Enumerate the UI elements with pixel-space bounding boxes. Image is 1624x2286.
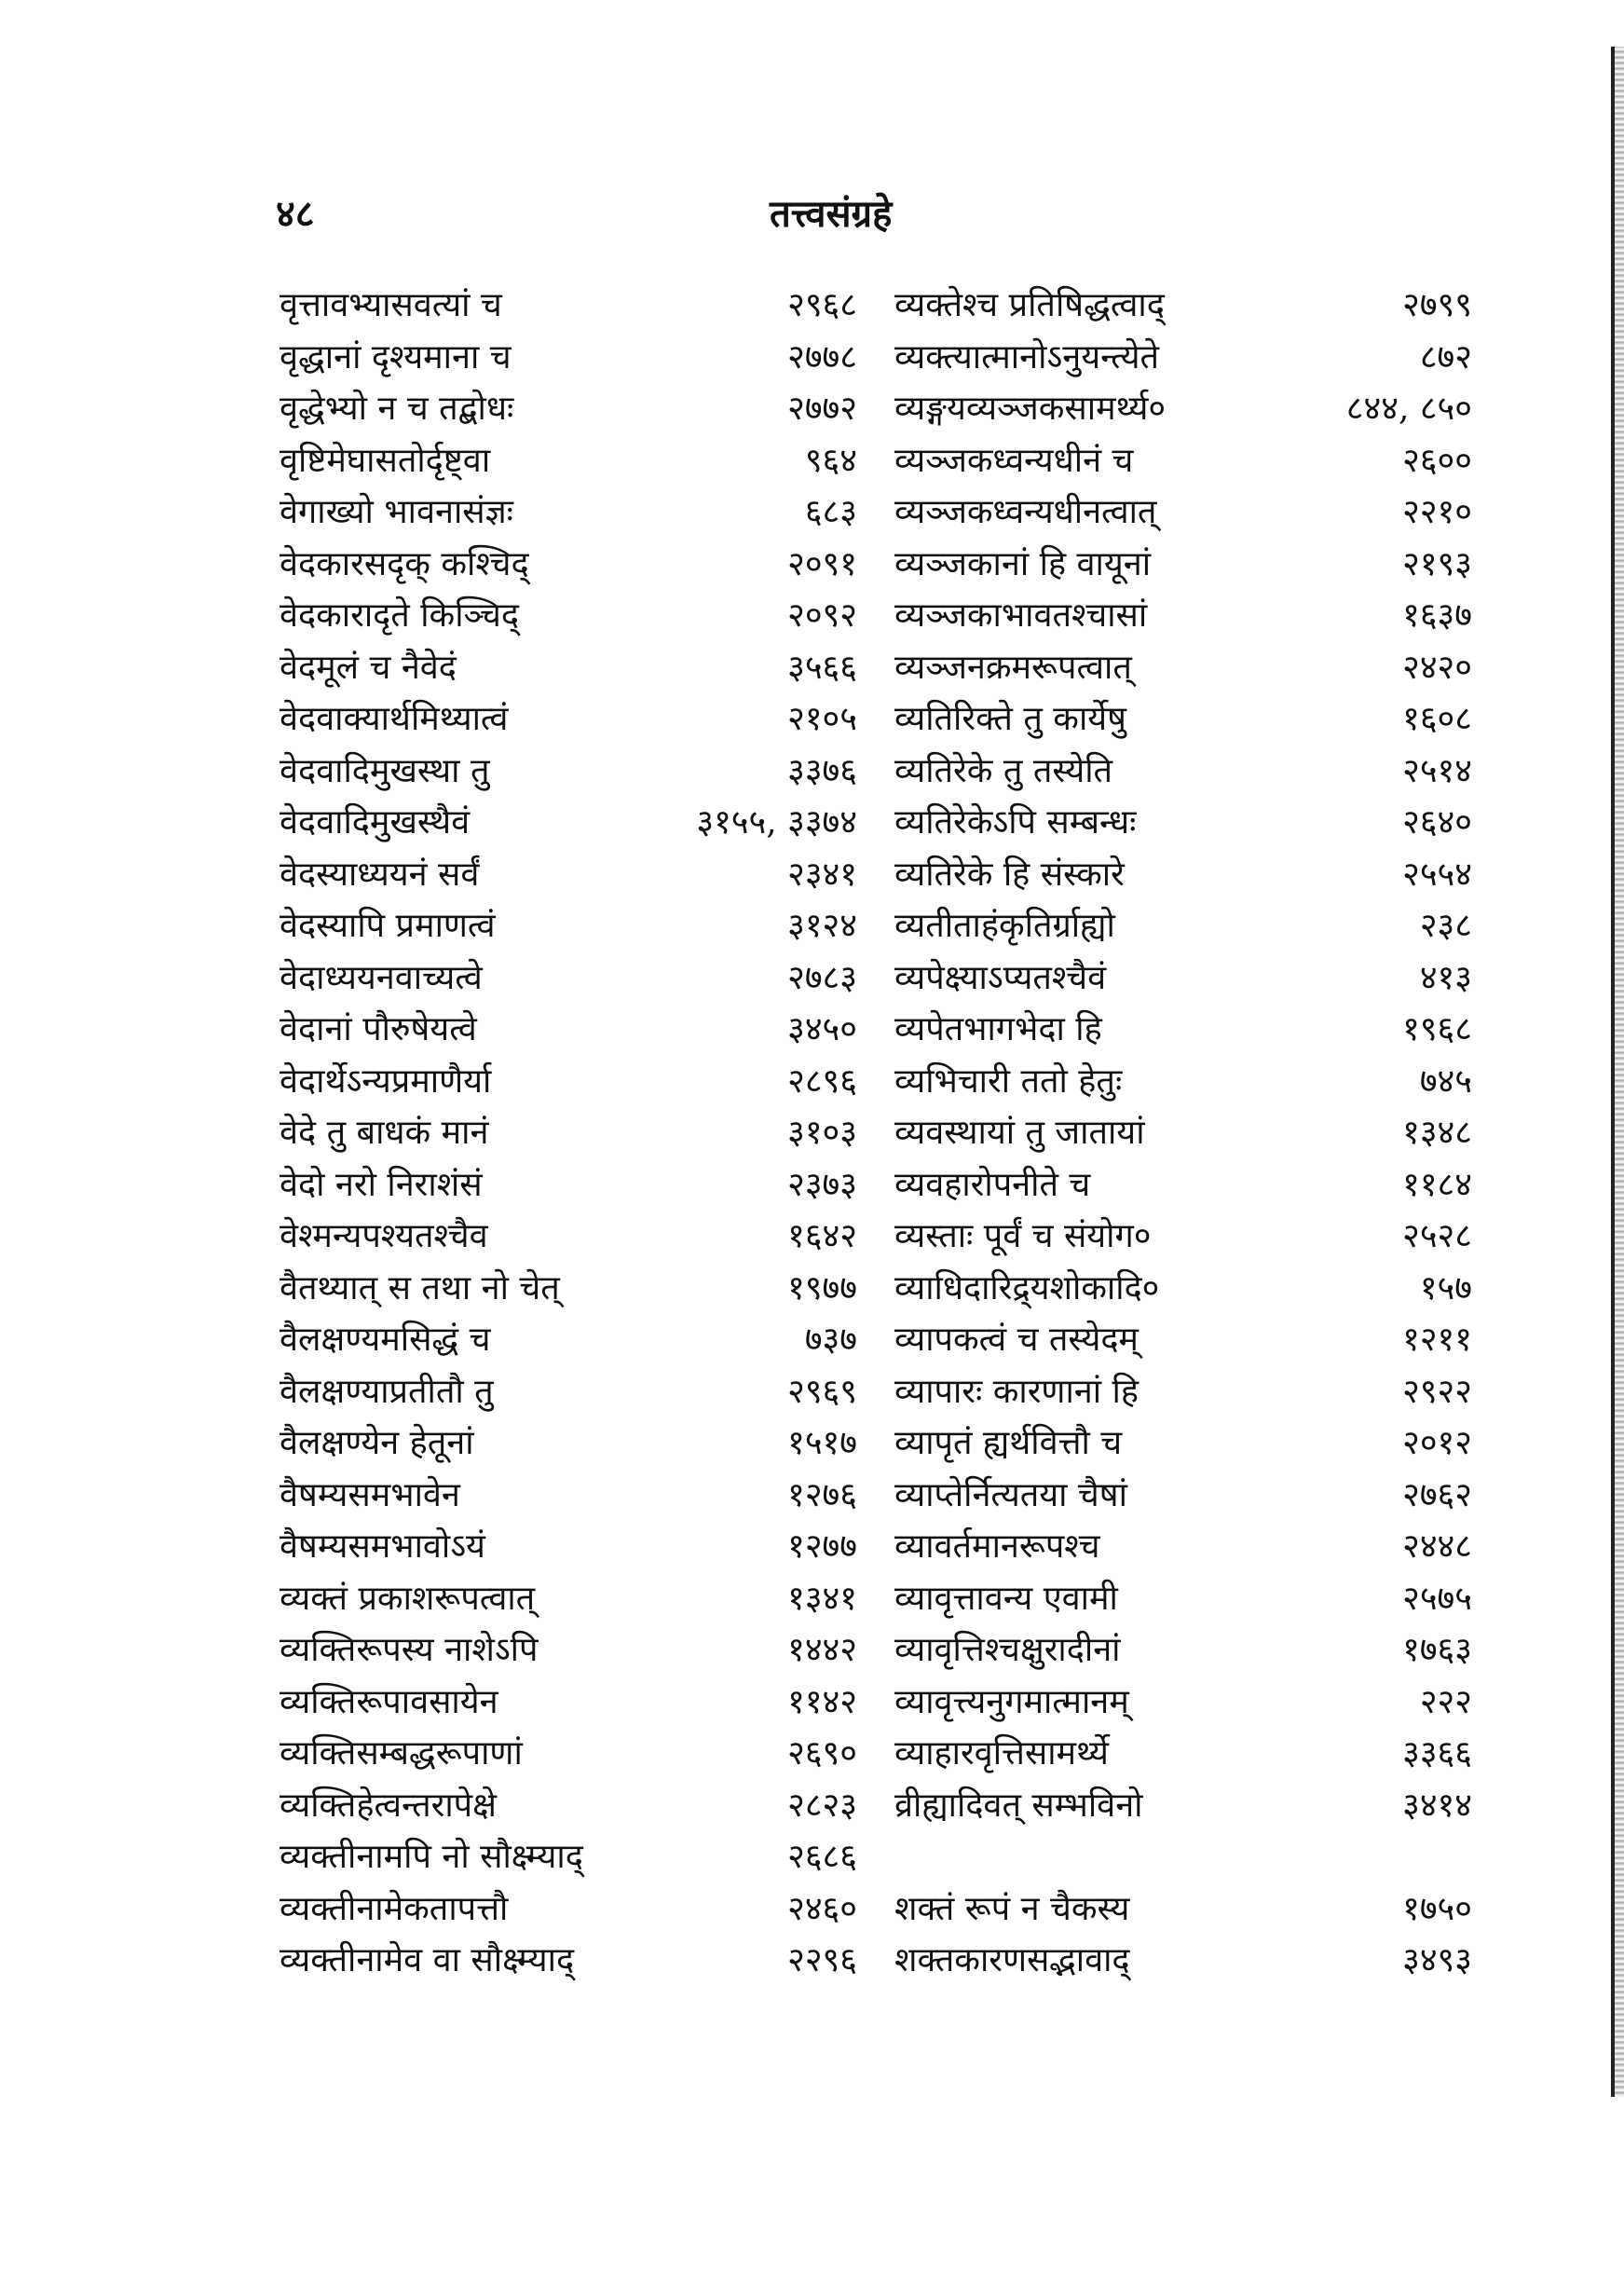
entry-verse-number: ३४९३ bbox=[1402, 1941, 1472, 1979]
entry-verse-number: २२२ bbox=[1419, 1682, 1472, 1721]
index-entry bbox=[280, 797, 857, 849]
entry-verse: व्यतीताहंकृतिर्ग्राह्यो bbox=[894, 907, 1115, 945]
entry-verse-number: १५१७ bbox=[787, 1424, 857, 1462]
page-edge bbox=[1611, 47, 1624, 2097]
entry-verse: वेदवादिमुखस्था तु bbox=[280, 751, 490, 790]
index-entry bbox=[280, 1883, 857, 1936]
entry-verse-number: २२१० bbox=[1402, 493, 1472, 531]
entry-verse: व्यक्तिहेत्वन्तरापेक्षे bbox=[280, 1786, 497, 1825]
entry-verse: व्यक्तं प्रकाशरूपत्वात् bbox=[280, 1579, 536, 1618]
entry-verse-number: २३८ bbox=[1419, 907, 1472, 945]
entry-verse-number: १२११ bbox=[1402, 1321, 1472, 1359]
index-entry bbox=[894, 1521, 1472, 1573]
index-entry bbox=[280, 1521, 857, 1573]
index-entry bbox=[280, 435, 857, 487]
entry-verse-number: १५७ bbox=[1419, 1268, 1472, 1307]
entry-verse-number: २६९० bbox=[787, 1734, 857, 1773]
entry-verse: व्यावृत्त्यनुगमात्मानम् bbox=[894, 1682, 1129, 1721]
entry-verse-number: २३४१ bbox=[787, 855, 857, 894]
index-entry bbox=[894, 539, 1472, 591]
index-entry bbox=[280, 486, 857, 539]
entry-verse: व्यावर्तमानरूपश्च bbox=[894, 1527, 1100, 1566]
entry-verse: वेदस्यापि प्रमाणत्वं bbox=[280, 907, 496, 945]
entry-verse-number: ४१३ bbox=[1419, 958, 1472, 997]
entry-verse: वेदवाक्यार्थमिथ्यात्वं bbox=[280, 700, 509, 738]
entry-verse-number: २६८६ bbox=[787, 1838, 857, 1876]
index-entry bbox=[894, 1314, 1472, 1366]
entry-verse-number: ३१२४ bbox=[787, 907, 857, 945]
index-entry bbox=[280, 1831, 857, 1883]
page-header bbox=[276, 186, 1487, 242]
entry-verse-number: २७७८ bbox=[787, 337, 857, 376]
entry-verse: व्यक्त्यात्मानोऽनुयन्त्येते bbox=[894, 337, 1160, 376]
index-entry bbox=[894, 590, 1472, 642]
entry-verse-number: २९६८ bbox=[787, 286, 857, 324]
index-entry bbox=[894, 1004, 1472, 1056]
entry-verse-number: ११४२ bbox=[787, 1682, 857, 1721]
entry-verse: व्यक्तिरूपावसायेन bbox=[280, 1682, 498, 1721]
entry-verse-number: २४४८ bbox=[1402, 1527, 1472, 1566]
entry-verse-number: १२७६ bbox=[787, 1475, 857, 1514]
index-entry bbox=[894, 1728, 1472, 1780]
index-entry bbox=[280, 952, 857, 1005]
entry-verse-number: ८७२ bbox=[1419, 337, 1472, 376]
entry-verse: वेदाध्ययनवाच्यत्वे bbox=[280, 958, 483, 997]
index-entry bbox=[280, 1263, 857, 1315]
entry-verse-number: ३४१४ bbox=[1402, 1786, 1472, 1825]
entry-verse: वैलक्षण्यमसिद्धं च bbox=[280, 1321, 491, 1359]
index-entry bbox=[894, 693, 1472, 746]
entry-verse: वेदकारादृते किञ्चिद् bbox=[280, 596, 520, 635]
index-entry bbox=[894, 1107, 1472, 1159]
index-entry bbox=[894, 1883, 1472, 1936]
entry-verse: वृत्तावभ्यासवत्यां च bbox=[280, 286, 502, 324]
entry-verse-number: २७७२ bbox=[787, 390, 857, 428]
index-entry bbox=[280, 1935, 857, 1987]
entry-verse-number: २२९६ bbox=[787, 1941, 857, 1979]
entry-verse: व्यङ्गयव्यञ्जकसामर्थ्य० bbox=[894, 390, 1167, 428]
entry-verse-number: ८४४, ८५० bbox=[1345, 390, 1472, 428]
entry-verse-number: ११८४ bbox=[1402, 1165, 1472, 1204]
entry-verse: शक्तकारणसद्भावाद् bbox=[894, 1941, 1130, 1979]
entry-verse: वैतथ्यात् स तथा नो चेत् bbox=[280, 1268, 560, 1307]
entry-verse-number: २१०५ bbox=[787, 700, 857, 738]
entry-verse: व्यक्तिरूपस्य नाशेऽपि bbox=[280, 1631, 539, 1669]
entry-verse: वृष्टिमेघासतोर्दृष्ट्वा bbox=[280, 441, 491, 480]
entry-verse: व्यापकत्वं च तस्येदम् bbox=[894, 1321, 1139, 1359]
entry-verse-number: १६३७ bbox=[1402, 596, 1472, 635]
entry-verse: व्यपेक्ष्याऽप्यतश्चैवं bbox=[894, 958, 1107, 997]
entry-verse-number: ३३६६ bbox=[1402, 1734, 1472, 1773]
entry-verse-number: २५१४ bbox=[1402, 751, 1472, 790]
index-column-left bbox=[280, 280, 857, 1987]
entry-verse: व्यतिरेके तु तस्येति bbox=[894, 751, 1113, 790]
index-entry bbox=[280, 1573, 857, 1625]
entry-verse-number: २६०० bbox=[1402, 441, 1472, 480]
entry-verse: व्यापारः कारणानां हि bbox=[894, 1372, 1139, 1411]
entry-verse: वेदे तु बाधकं मानं bbox=[280, 1114, 489, 1152]
entry-verse-number: २७८३ bbox=[787, 958, 857, 997]
index-entry bbox=[280, 383, 857, 435]
entry-verse-number: २६४० bbox=[1402, 803, 1472, 842]
entry-verse: व्यक्तीनामेकतापत्तौ bbox=[280, 1889, 509, 1928]
entry-verse-number: ७३७ bbox=[804, 1321, 857, 1359]
entry-verse-number: ३४५० bbox=[787, 1010, 857, 1048]
entry-verse: व्यक्तीनामेव वा सौक्ष्म्याद् bbox=[280, 1941, 575, 1979]
index-entry bbox=[894, 1935, 1472, 1987]
entry-verse: व्यवस्थायां तु जातायां bbox=[894, 1114, 1145, 1152]
index-entry bbox=[280, 1004, 857, 1056]
entry-verse: व्यभिचारी ततो हेतुः bbox=[894, 1061, 1123, 1101]
entry-verse: वेदो नरो निराशंसं bbox=[280, 1165, 483, 1204]
entry-verse-number: २८९६ bbox=[787, 1061, 857, 1101]
page-number: ४८ bbox=[276, 192, 315, 236]
entry-verse: व्यतिरेके हि संस्कारे bbox=[894, 855, 1125, 894]
index-entry bbox=[894, 1211, 1472, 1263]
index-entry bbox=[894, 1677, 1472, 1729]
index-entry bbox=[894, 900, 1472, 952]
index-entry bbox=[894, 486, 1472, 539]
entry-verse: व्यवहारोपनीते च bbox=[894, 1165, 1091, 1204]
index-entry bbox=[280, 1728, 857, 1780]
entry-verse-number: २५७५ bbox=[1402, 1579, 1472, 1618]
index-entry bbox=[280, 1417, 857, 1470]
entry-verse-number: १४४२ bbox=[787, 1631, 857, 1669]
entry-verse: व्याप्तेर्नित्यतया चैषां bbox=[894, 1475, 1127, 1514]
entry-verse-number: १३४८ bbox=[1402, 1114, 1472, 1152]
entry-verse: वृद्धानां दृश्यमाना च bbox=[280, 337, 512, 376]
entry-verse: वेदवादिमुखस्थैवं bbox=[280, 803, 471, 842]
index-entry bbox=[894, 383, 1472, 435]
index-entry bbox=[280, 1677, 857, 1729]
index-entry bbox=[894, 1831, 1472, 1883]
entry-verse: व्यक्तीनामपि नो सौक्ष्म्याद् bbox=[280, 1838, 583, 1876]
entry-verse: वेदस्याध्ययनं सर्वं bbox=[280, 855, 480, 894]
entry-verse: वैषम्यसमभावोऽयं bbox=[280, 1527, 485, 1566]
index-entry bbox=[280, 1314, 857, 1366]
entry-verse: व्याहारवृत्तिसामर्थ्ये bbox=[894, 1734, 1109, 1773]
index-entry bbox=[280, 280, 857, 332]
entry-verse: व्यक्तेश्च प्रतिषिद्धत्वाद् bbox=[894, 286, 1165, 324]
entry-verse: वेदमूलं च नैवेदं bbox=[280, 648, 457, 687]
index-entry bbox=[894, 280, 1472, 332]
entry-verse: वेदार्थेऽन्यप्रमाणैर्या bbox=[280, 1061, 492, 1101]
entry-verse-number: १७६३ bbox=[1402, 1631, 1472, 1669]
index-entry bbox=[894, 1417, 1472, 1470]
index-entry bbox=[280, 332, 857, 384]
entry-verse-number: २९६९ bbox=[787, 1372, 857, 1411]
entry-verse-number: २९२२ bbox=[1402, 1372, 1472, 1411]
entry-verse-number: ३५६६ bbox=[787, 648, 857, 687]
entry-verse-number: १२७७ bbox=[787, 1527, 857, 1566]
index-entry bbox=[280, 642, 857, 694]
entry-verse-number: २७६२ bbox=[1402, 1475, 1472, 1514]
index-entry bbox=[280, 693, 857, 746]
entry-verse: वेश्मन्यपश्यतश्चैव bbox=[280, 1217, 488, 1255]
entry-verse-number: २०९१ bbox=[787, 544, 857, 583]
index-entry bbox=[894, 332, 1472, 384]
entry-verse: वेदकारसदृक् कश्चिद् bbox=[280, 544, 529, 583]
entry-verse: व्यञ्जकानां हि वायूनां bbox=[894, 544, 1152, 583]
index-entry bbox=[280, 746, 857, 798]
index-entry bbox=[280, 590, 857, 642]
entry-verse: व्यपेतभागभेदा हि bbox=[894, 1010, 1102, 1048]
entry-verse: व्यञ्जकध्वन्यधीनत्वात् bbox=[894, 493, 1157, 531]
entry-verse: व्यावृत्तावन्य एवामी bbox=[894, 1579, 1118, 1618]
entry-verse-number: १९६८ bbox=[1402, 1010, 1472, 1048]
index-entry bbox=[894, 1366, 1472, 1418]
entry-verse-number: २८२३ bbox=[787, 1786, 857, 1825]
index-entry bbox=[280, 1470, 857, 1522]
entry-verse-number: १९७७ bbox=[787, 1268, 857, 1307]
entry-verse-number: १७५० bbox=[1402, 1889, 1472, 1928]
entry-verse: व्यतिरेकेऽपि सम्बन्धः bbox=[894, 803, 1137, 842]
entry-verse: व्यतिरिक्ते तु कार्येषु bbox=[894, 700, 1126, 738]
entry-verse-number: ३३७६ bbox=[787, 751, 857, 790]
index-entry bbox=[280, 849, 857, 901]
entry-verse: वेगाख्यो भावनासंज्ञः bbox=[280, 493, 513, 531]
index-entry bbox=[280, 1159, 857, 1211]
entry-verse: व्रीह्यादिवत् सम्भविनो bbox=[894, 1786, 1143, 1825]
entry-verse: व्यावृत्तिश्चक्षुरादीनां bbox=[894, 1631, 1121, 1669]
index-entry bbox=[894, 1573, 1472, 1625]
entry-verse-number: २४६० bbox=[787, 1889, 857, 1928]
entry-verse: वैलक्षण्याप्रतीतौ तु bbox=[280, 1372, 494, 1411]
entry-verse-number: १६४२ bbox=[787, 1217, 857, 1255]
index-entry bbox=[894, 642, 1472, 694]
index-entry bbox=[894, 1780, 1472, 1832]
entry-verse: व्याधिदारिद्र्यशोकादि० bbox=[894, 1268, 1160, 1307]
index-entry bbox=[894, 952, 1472, 1005]
index-entry bbox=[280, 1780, 857, 1832]
entry-verse-number: ९६४ bbox=[804, 441, 857, 480]
entry-verse: व्यापृतं ह्यर्थवित्तौ च bbox=[894, 1424, 1123, 1462]
entry-verse: व्यञ्जनक्रमरूपत्वात् bbox=[894, 648, 1132, 687]
entry-verse-number: ३१०३ bbox=[787, 1114, 857, 1152]
entry-verse: वैषम्यसमभावेन bbox=[280, 1475, 460, 1514]
index-entry bbox=[280, 539, 857, 591]
index-entry bbox=[894, 1159, 1472, 1211]
entry-verse-number: २५५४ bbox=[1402, 855, 1472, 894]
entry-verse: वेदानां पौरुषेयत्वे bbox=[280, 1010, 477, 1048]
index-entry bbox=[894, 1056, 1472, 1108]
entry-verse: व्यञ्जकाभावतश्चासां bbox=[894, 596, 1148, 635]
index-column-right bbox=[894, 280, 1472, 1987]
entry-verse-number: २०९२ bbox=[787, 596, 857, 635]
running-title: तत्त्वसंग्रहे bbox=[770, 192, 893, 236]
index-entry bbox=[280, 900, 857, 952]
entry-verse-number: १६०८ bbox=[1402, 700, 1472, 738]
entry-verse-number: २१९३ bbox=[1402, 544, 1472, 583]
entry-verse-number: २७९९ bbox=[1402, 286, 1472, 324]
index-entry bbox=[280, 1107, 857, 1159]
index-entry bbox=[280, 1366, 857, 1418]
index-entry bbox=[280, 1211, 857, 1263]
index-entry bbox=[894, 1263, 1472, 1315]
index-entry bbox=[894, 435, 1472, 487]
entry-verse: शक्तं रूपं न चैकस्य bbox=[894, 1889, 1130, 1928]
entry-verse: वृद्धेभ्यो न च तद्बोधः bbox=[280, 390, 514, 428]
index-entry bbox=[894, 797, 1472, 849]
index-entry bbox=[280, 1056, 857, 1108]
entry-verse-number: २०१२ bbox=[1402, 1424, 1472, 1462]
entry-verse-number: ७४५ bbox=[1419, 1061, 1472, 1101]
entry-verse-number: ३१५५, ३३७४ bbox=[696, 803, 857, 842]
index-entry bbox=[894, 1470, 1472, 1522]
entry-verse: व्यस्ताः पूर्वं च संयोग० bbox=[894, 1217, 1152, 1255]
entry-verse-number: १३४१ bbox=[787, 1579, 857, 1618]
index-entry bbox=[894, 746, 1472, 798]
entry-verse: व्यक्तिसम्बद्धरूपाणां bbox=[280, 1734, 523, 1773]
index-entry bbox=[894, 849, 1472, 901]
entry-verse-number: २४२० bbox=[1402, 648, 1472, 687]
entry-verse: वैलक्षण्येन हेतूनां bbox=[280, 1424, 474, 1462]
entry-verse-number: २३७३ bbox=[787, 1165, 857, 1204]
entry-verse-number: ६८३ bbox=[804, 493, 857, 531]
entry-verse-number: २५२८ bbox=[1402, 1217, 1472, 1255]
index-entry bbox=[894, 1624, 1472, 1677]
index-entry bbox=[280, 1624, 857, 1677]
entry-verse: व्यञ्जकध्वन्यधीनं च bbox=[894, 441, 1134, 480]
